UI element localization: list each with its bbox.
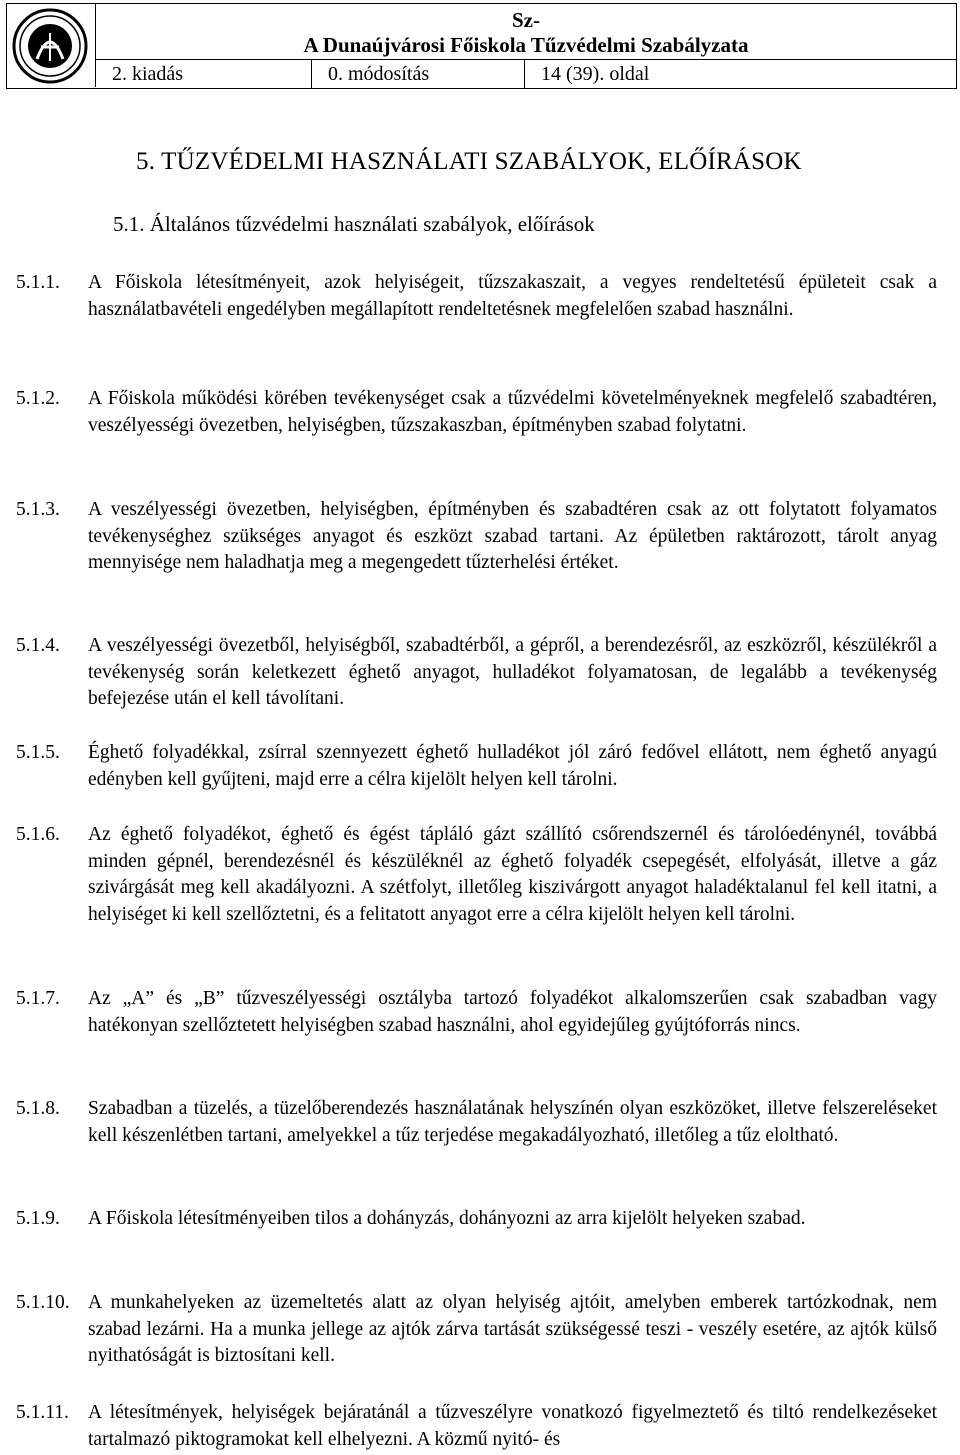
- paragraph-number: 5.1.11.: [16, 1402, 69, 1423]
- title-line-1: Sz-: [512, 8, 540, 32]
- paragraph-text: A veszélyességi övezetből, helyiségből, szabadtérből, a gépről, a berendezésről, az eszközről, készülékről a tevékenység során keletkezett éghető anyagot, hulladékot folyamatosan, de legalább a tevékenység befejezése után el kell távolítani.: [88, 635, 937, 710]
- logo-cell: [7, 4, 96, 87]
- paragraph-text: Az „A” és „B” tűzveszélyességi osztályba tartozó folyadékot alkalomszerűen csak szabadban vagy hatékonyan szellőztetett helyiségben szabad használni, ahol egyidejűleg gyújtóforrás nincs.: [88, 988, 937, 1036]
- paragraph-text: A létesítmények, helyiségek bejáratánál a tűzveszélyre vonatkozó figyelmeztető és tiltó rendelkezéseket tartalmazó piktogramokat kell elhelyezni. A közmű nyitó- és: [88, 1402, 937, 1450]
- paragraph-text: Az éghető folyadékot, éghető és égést tápláló gázt szállító csőrendszernél és tárolóedénynél, továbbá minden gépnél, berendezésnél és készüléknél az éghető folyadék csepegését, elfolyását, illetve a gáz szivárgását meg kell akadályozni. A szétfolyt, illetőleg kiszivárgott anyagot haladéktalanul fel kell itatni, a helyiséget ki kell szellőztetni, és a felitatott anyagot erre a célra kijelölt helyen kell tárolni.: [88, 824, 937, 926]
- institution-seal-icon: [11, 7, 89, 85]
- paragraph-text: A Főiskola létesítményeit, azok helyiségeit, tűzszakaszait, a vegyes rendeltetésű épületeit csak a használatbavételi engedélyben megállapított rendeltetésnek megfelelően szabad használni.: [88, 272, 937, 320]
- paragraph-number: 5.1.1.: [16, 272, 60, 293]
- paragraph-number: 5.1.7.: [16, 988, 60, 1009]
- paragraph-text: Éghető folyadékkal, zsírral szennyezett éghető hulladékot jól záró fedővel ellátott, nem éghető anyagú edényben kell gyűjteni, majd erre a célra kijelölt helyen kell tárolni.: [88, 742, 937, 790]
- paragraph-text: A veszélyességi övezetben, helyiségben, építményben és szabadtéren csak az ott folytatott folyamatos tevékenységhez szükséges anyagot és eszközt szabad tartani. Az épületben raktározott, tárolt anyag mennyisége nem haladhatja meg a megengedett tűzterhelési értéket.: [88, 499, 937, 574]
- document-meta-row: [96, 60, 956, 88]
- paragraph-number: 5.1.2.: [16, 388, 60, 409]
- paragraph-number: 5.1.8.: [16, 1098, 60, 1119]
- title-line-2: A Dunaújvárosi Főiskola Tűzvédelmi Szabályzata: [303, 33, 749, 57]
- paragraph-text: A Főiskola működési körében tevékenységet csak a tűzvédelmi követelményeknek megfelelő szabadtéren, veszélyességi övezetben, helyiségben, tűzszakaszban, építményben szabad folytatni.: [88, 388, 937, 436]
- document-header: [6, 3, 957, 89]
- section-heading: 5. TŰZVÉDELMI HASZNÁLATI SZABÁLYOK, ELŐÍRÁSOK: [136, 148, 802, 175]
- paragraph-text: A munkahelyeken az üzemeltetés alatt az olyan helyiség ajtóit, amelyben emberek tartózkodnak, nem szabad lezárni. Ha a munka jellege az ajtók zárva tartását szükségessé teszi - veszély esetére, az ajtók külső nyithatóságát is biztosítani kell.: [88, 1292, 937, 1367]
- paragraph-number: 5.1.10.: [16, 1292, 70, 1313]
- modification-label: 0. módosítás: [312, 60, 525, 88]
- paragraph-number: 5.1.9.: [16, 1208, 60, 1229]
- paragraph-number: 5.1.4.: [16, 635, 60, 656]
- document-title: [96, 4, 956, 60]
- paragraph-number: 5.1.5.: [16, 742, 60, 763]
- paragraph-text: A Főiskola létesítményeiben tilos a dohányzás, dohányozni az arra kijelölt helyeken szabad.: [88, 1208, 806, 1229]
- paragraph-number: 5.1.6.: [16, 824, 60, 845]
- edition-label: 2. kiadás: [96, 60, 312, 88]
- section-subheading: 5.1. Általános tűzvédelmi használati szabályok, előírások: [113, 212, 595, 236]
- paragraph-number: 5.1.3.: [16, 499, 60, 520]
- page-number: 14 (39). oldal: [541, 63, 650, 85]
- paragraph-text: Szabadban a tüzelés, a tüzelőberendezés használatának helyszínén olyan eszközöket, illetve felszereléseket kell készenlétben tartani, amelyekkel a tűz terjedése megakadályozható, illetőleg a tűz eloltható.: [88, 1098, 937, 1146]
